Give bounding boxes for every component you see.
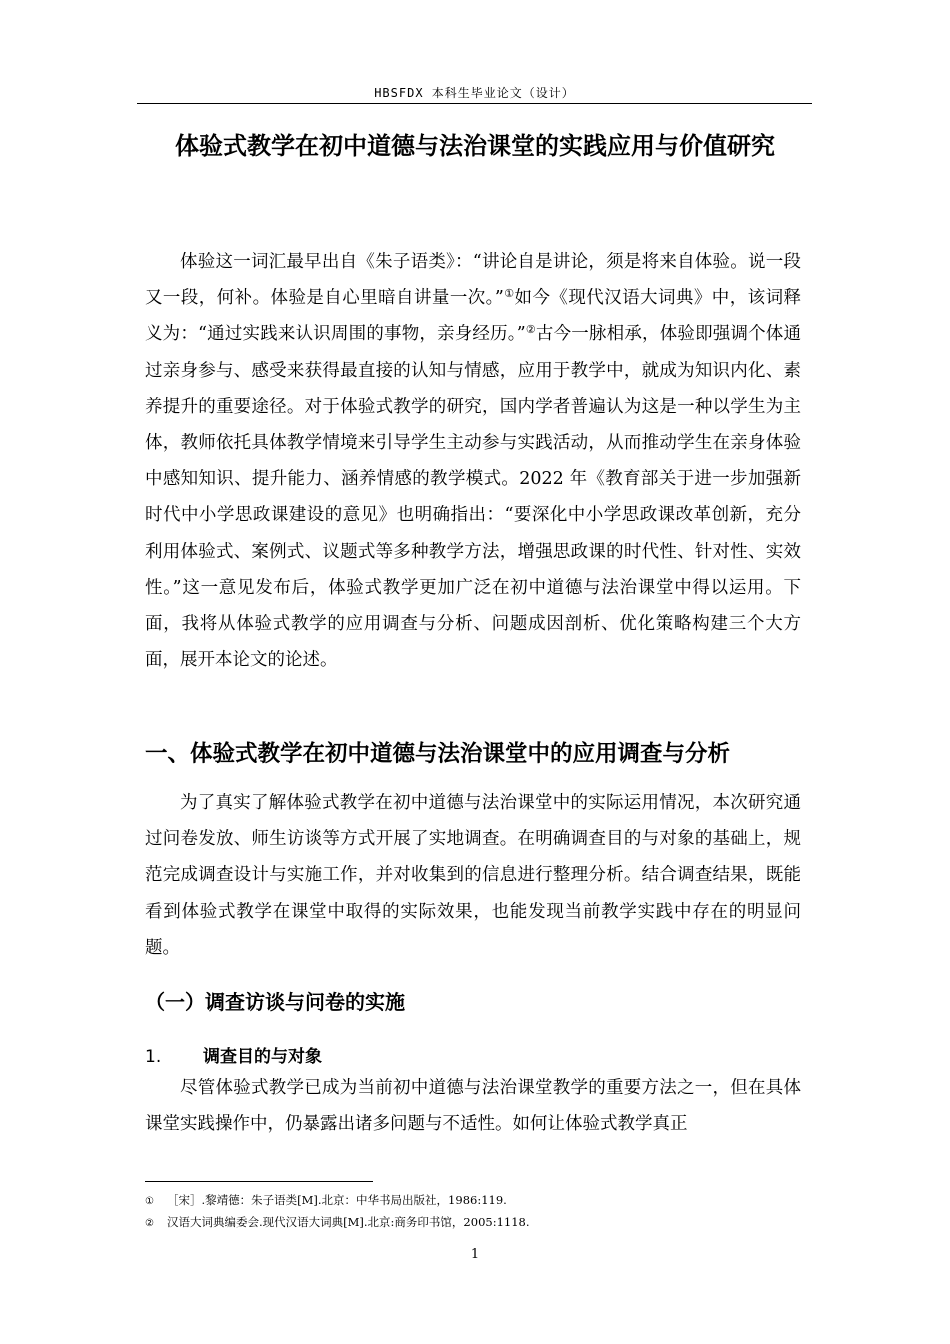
paper-title: 体验式教学在初中道德与法治课堂的实践应用与价值研究 — [175, 132, 775, 160]
item-heading-text: 调查目的与对象 — [203, 1047, 322, 1067]
section1-paragraph — [145, 785, 801, 966]
footnote-text: 汉语大词典编委会.现代汉语大词典[M].北京:商务印书馆，2005:1118. — [167, 1215, 530, 1229]
footnote-mark: ② — [145, 1218, 154, 1229]
item-heading-1 — [145, 1042, 745, 1067]
footnotes — [145, 1190, 805, 1234]
footnote-ref-2[interactable]: ② — [525, 323, 536, 337]
intro-text-2: 如今《现代汉语大词典》中，该词释义为：“通过实践来认识周围的事物，亲身经历。” — [145, 288, 802, 345]
footnote-1 — [145, 1190, 805, 1212]
item1-paragraph — [145, 1070, 801, 1142]
footnote-rule — [145, 1181, 373, 1182]
item1-text: 尽管体验式教学已成为当前初中道德与法治课堂教学的重要方法之一，但在具体课堂实践操作中，仍暴露出诸多问题与不适性。如何让体验式教学真正 — [145, 1078, 801, 1135]
page-number: 1 — [470, 1247, 480, 1262]
footnote-text: ［宋］.黎靖德：朱子语类[M].北京：中华书局出版社，1986:119. — [167, 1193, 507, 1207]
item-number: 1. — [145, 1047, 162, 1067]
footnote-mark: ① — [145, 1196, 154, 1207]
header-rule — [137, 103, 812, 104]
intro-text-1: 体验这一词汇最早出自《朱子语类》：“讲论自是讲论，须是将来自体验。说一段又一段，何补。体验是自心里暗自讲量一次。” — [145, 252, 801, 309]
footnote-ref-1[interactable]: ① — [503, 287, 515, 301]
intro-text-3: 古今一脉相承，体验即强调个体通过亲身参与、感受来获得最直接的认知与情感，应用于教学中，就成为知识内化、素养提升的重要途径。对于体验式教学的研究，国内学者普遍认为这是一种以学生为主体，教师依托具体教学情境来引导学生主动参与实践活动，从而推动学生在亲身体验中感知知识、提升能力、涵养情感的教学模式。2022 年《教育部关于进一步加强新时代中小学思政课建设的意见》也明确指出：“要深化中小学思政课改革创新，充分利用体验式、案例式、议题式等多种教学方法，增强思政课的时代性、针对性、实效性。”这一意见发布后，体验式教学更加广泛在初中道德与法治课堂中得以运用。下面，我将从体验式教学的应用调查与分析、问题成因剖析、优化策略构建三个大方面，展开本论文的论述。 — [145, 324, 801, 671]
section1-text: 为了真实了解体验式教学在初中道德与法治课堂中的实际运用情况，本次研究通过问卷发放、师生访谈等方式开展了实地调查。在明确调查目的与对象的基础上，规范完成调查设计与实施工作，并对收集到的信息进行整理分析。结合调查结果，既能看到体验式教学在课堂中取得的实际效果，也能发现当前教学实践中存在的明显问题。 — [145, 793, 801, 958]
footnote-2 — [145, 1212, 805, 1234]
subsection-heading-1: （一）调查访谈与问卷的实施 — [145, 990, 405, 1014]
intro-paragraph — [145, 244, 801, 678]
section-heading-1: 一、体验式教学在初中道德与法治课堂中的应用调查与分析 — [145, 741, 731, 767]
running-header: HBSFDX 本科生毕业论文（设计） — [374, 86, 575, 100]
